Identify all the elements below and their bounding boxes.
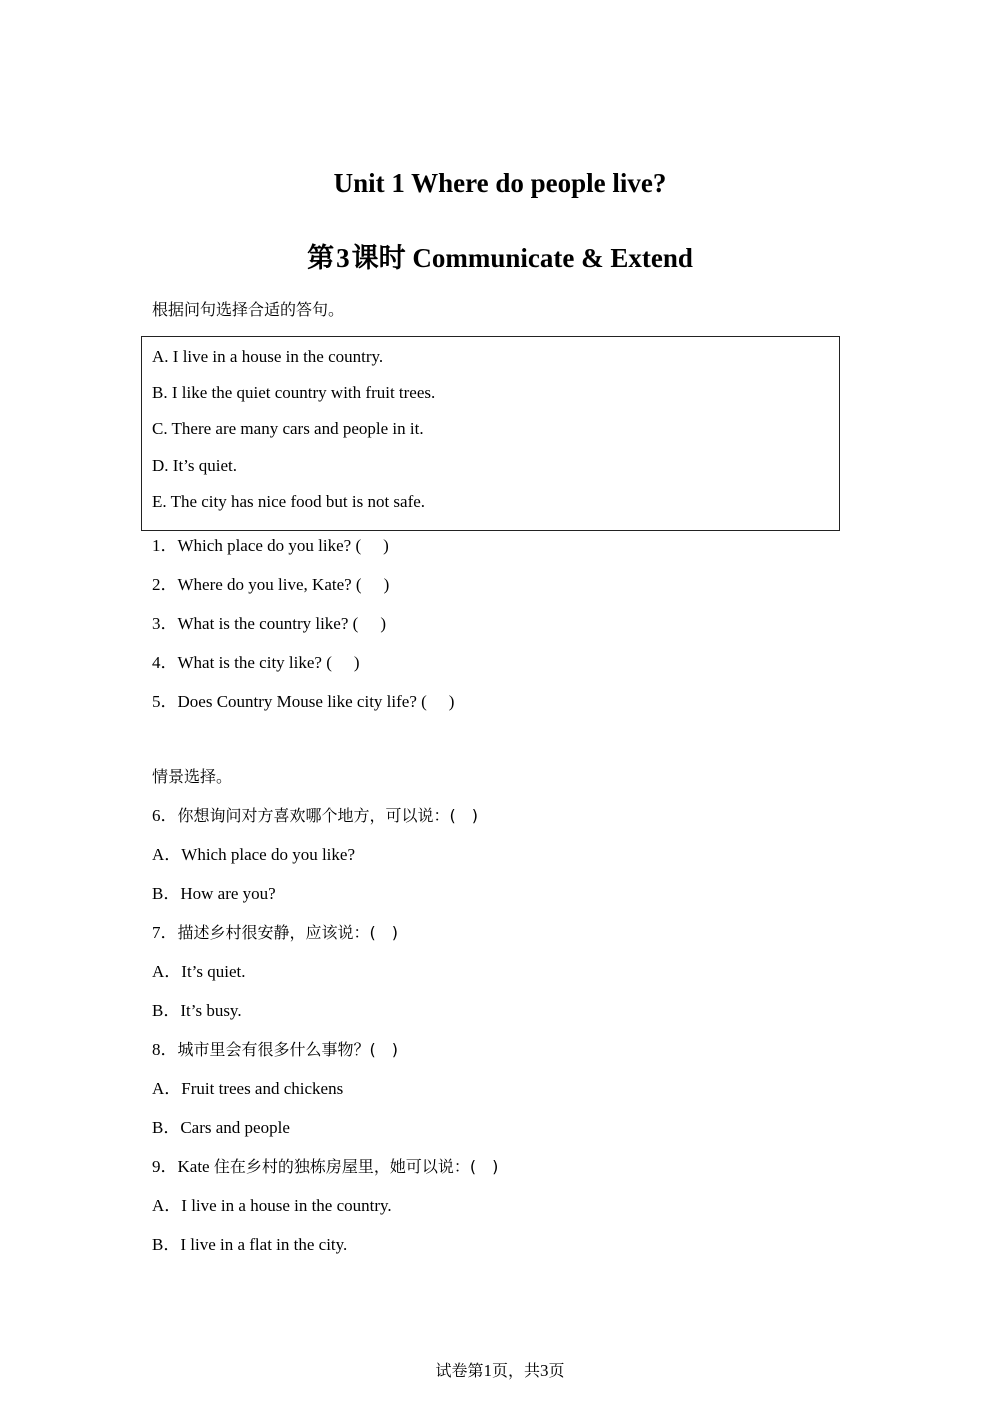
choice-text: Fruit trees and chickens: [181, 1079, 344, 1098]
section2-instruction: 情景选择。: [152, 767, 233, 786]
choice-dot: ．: [164, 962, 182, 982]
choice-dot: ．: [163, 1118, 181, 1138]
choice-7a[interactable]: [152, 962, 246, 982]
choice-letter: A: [152, 1196, 165, 1215]
question-dot: ．: [160, 806, 178, 826]
question-number: 7: [152, 923, 161, 942]
choice-letter: A: [152, 962, 165, 981]
question-3: [152, 614, 386, 634]
choice-9a[interactable]: [152, 1196, 392, 1216]
question-text: What is the country like? (: [177, 614, 359, 633]
choice-letter: A: [152, 845, 165, 864]
choice-text: Which place do you like?: [181, 845, 355, 864]
choice-letter: A: [152, 1079, 165, 1098]
choice-text: It’s quiet.: [181, 962, 246, 981]
question-5: [152, 692, 454, 712]
question-stem-en: Kate: [177, 1157, 210, 1176]
question-4: [152, 653, 360, 673]
question-7: [152, 923, 398, 943]
question-number: 3: [152, 614, 161, 633]
page-footer: [0, 1358, 1000, 1381]
choice-text: I live in a flat in the city.: [180, 1235, 348, 1254]
question-dot: ．: [160, 536, 178, 556]
page-subtitle: [0, 236, 1000, 275]
choice-8a[interactable]: [152, 1079, 343, 1099]
question-stem: 你想询问对方喜欢哪个地方，可以说：( ): [177, 806, 478, 825]
question-close: ): [448, 692, 455, 711]
question-number: 4: [152, 653, 161, 672]
question-close: ): [353, 653, 360, 672]
question-close: ): [383, 575, 390, 594]
choice-letter: B: [152, 1118, 164, 1137]
option-c: C. There are many cars and people in it.: [152, 419, 424, 438]
question-6: [152, 806, 478, 826]
question-dot: ．: [160, 653, 178, 673]
footer-prefix: 试卷第: [435, 1361, 484, 1380]
page-title: Unit 1 Where do people live?: [333, 168, 667, 198]
choice-letter: B: [152, 1001, 164, 1020]
question-dot: ．: [160, 692, 178, 712]
choice-9b[interactable]: [152, 1235, 347, 1255]
option-a: A. I live in a house in the country.: [152, 347, 384, 366]
footer-total-pages: 3: [540, 1361, 549, 1380]
question-2: [152, 575, 389, 595]
choice-text: Cars and people: [180, 1118, 290, 1137]
choice-dot: ．: [163, 1235, 181, 1255]
subtitle-num: 3: [336, 243, 350, 273]
option-d: D. It’s quiet.: [152, 456, 237, 475]
question-number: 1: [152, 536, 161, 555]
question-text: Where do you live, Kate? (: [177, 575, 362, 594]
question-dot: ．: [160, 1040, 178, 1060]
option-e: E. The city has nice food but is not safe.: [152, 492, 426, 511]
option-b: B. I like the quiet country with fruit trees.: [152, 383, 436, 402]
question-number: 2: [152, 575, 161, 594]
question-number: 6: [152, 806, 161, 825]
choice-dot: ．: [163, 1001, 181, 1021]
question-number: 8: [152, 1040, 161, 1059]
question-close: ): [380, 614, 386, 633]
choice-8b[interactable]: [152, 1118, 290, 1138]
choice-6b[interactable]: [152, 884, 276, 904]
question-1: [152, 536, 389, 556]
choice-text: I live in a house in the country.: [181, 1196, 392, 1215]
question-dot: ．: [160, 614, 178, 634]
footer-suffix: 页: [548, 1361, 565, 1380]
question-dot: ．: [160, 1157, 178, 1177]
choice-dot: ．: [163, 884, 181, 904]
choice-text: It’s busy.: [180, 1001, 242, 1020]
question-number: 5: [152, 692, 161, 711]
choice-6a[interactable]: [152, 845, 355, 865]
choice-dot: ．: [164, 1079, 182, 1099]
subtitle-rest: Communicate & Extend: [405, 243, 693, 273]
choice-text: How are you?: [180, 884, 276, 903]
question-stem: 城市里会有很多什么事物？( ): [177, 1040, 398, 1059]
choice-letter: B: [152, 884, 164, 903]
section1-instruction: 根据问句选择合适的答句。: [152, 300, 345, 319]
question-9: [152, 1157, 498, 1177]
question-stem: 住在乡村的独栋房屋里，她可以说：( ): [213, 1157, 499, 1176]
choice-dot: ．: [164, 845, 182, 865]
question-8: [152, 1040, 398, 1060]
question-stem: 描述乡村很安静，应该说：( ): [177, 923, 398, 942]
footer-page-number: 1: [483, 1361, 492, 1380]
question-number: 9: [152, 1157, 161, 1176]
question-text: Which place do you like? (: [177, 536, 362, 555]
footer-middle: 页，共: [491, 1361, 540, 1380]
question-dot: ．: [160, 575, 178, 595]
subtitle-suffix: 课时: [351, 243, 406, 274]
choice-7b[interactable]: [152, 1001, 242, 1021]
subtitle-prefix: 第: [307, 243, 335, 274]
question-dot: ．: [160, 923, 178, 943]
choice-letter: B: [152, 1235, 164, 1254]
choice-dot: ．: [164, 1196, 182, 1216]
question-close: ): [383, 536, 389, 555]
question-text: Does Country Mouse like city life? (: [177, 692, 427, 711]
question-text: What is the city like? (: [177, 653, 332, 672]
